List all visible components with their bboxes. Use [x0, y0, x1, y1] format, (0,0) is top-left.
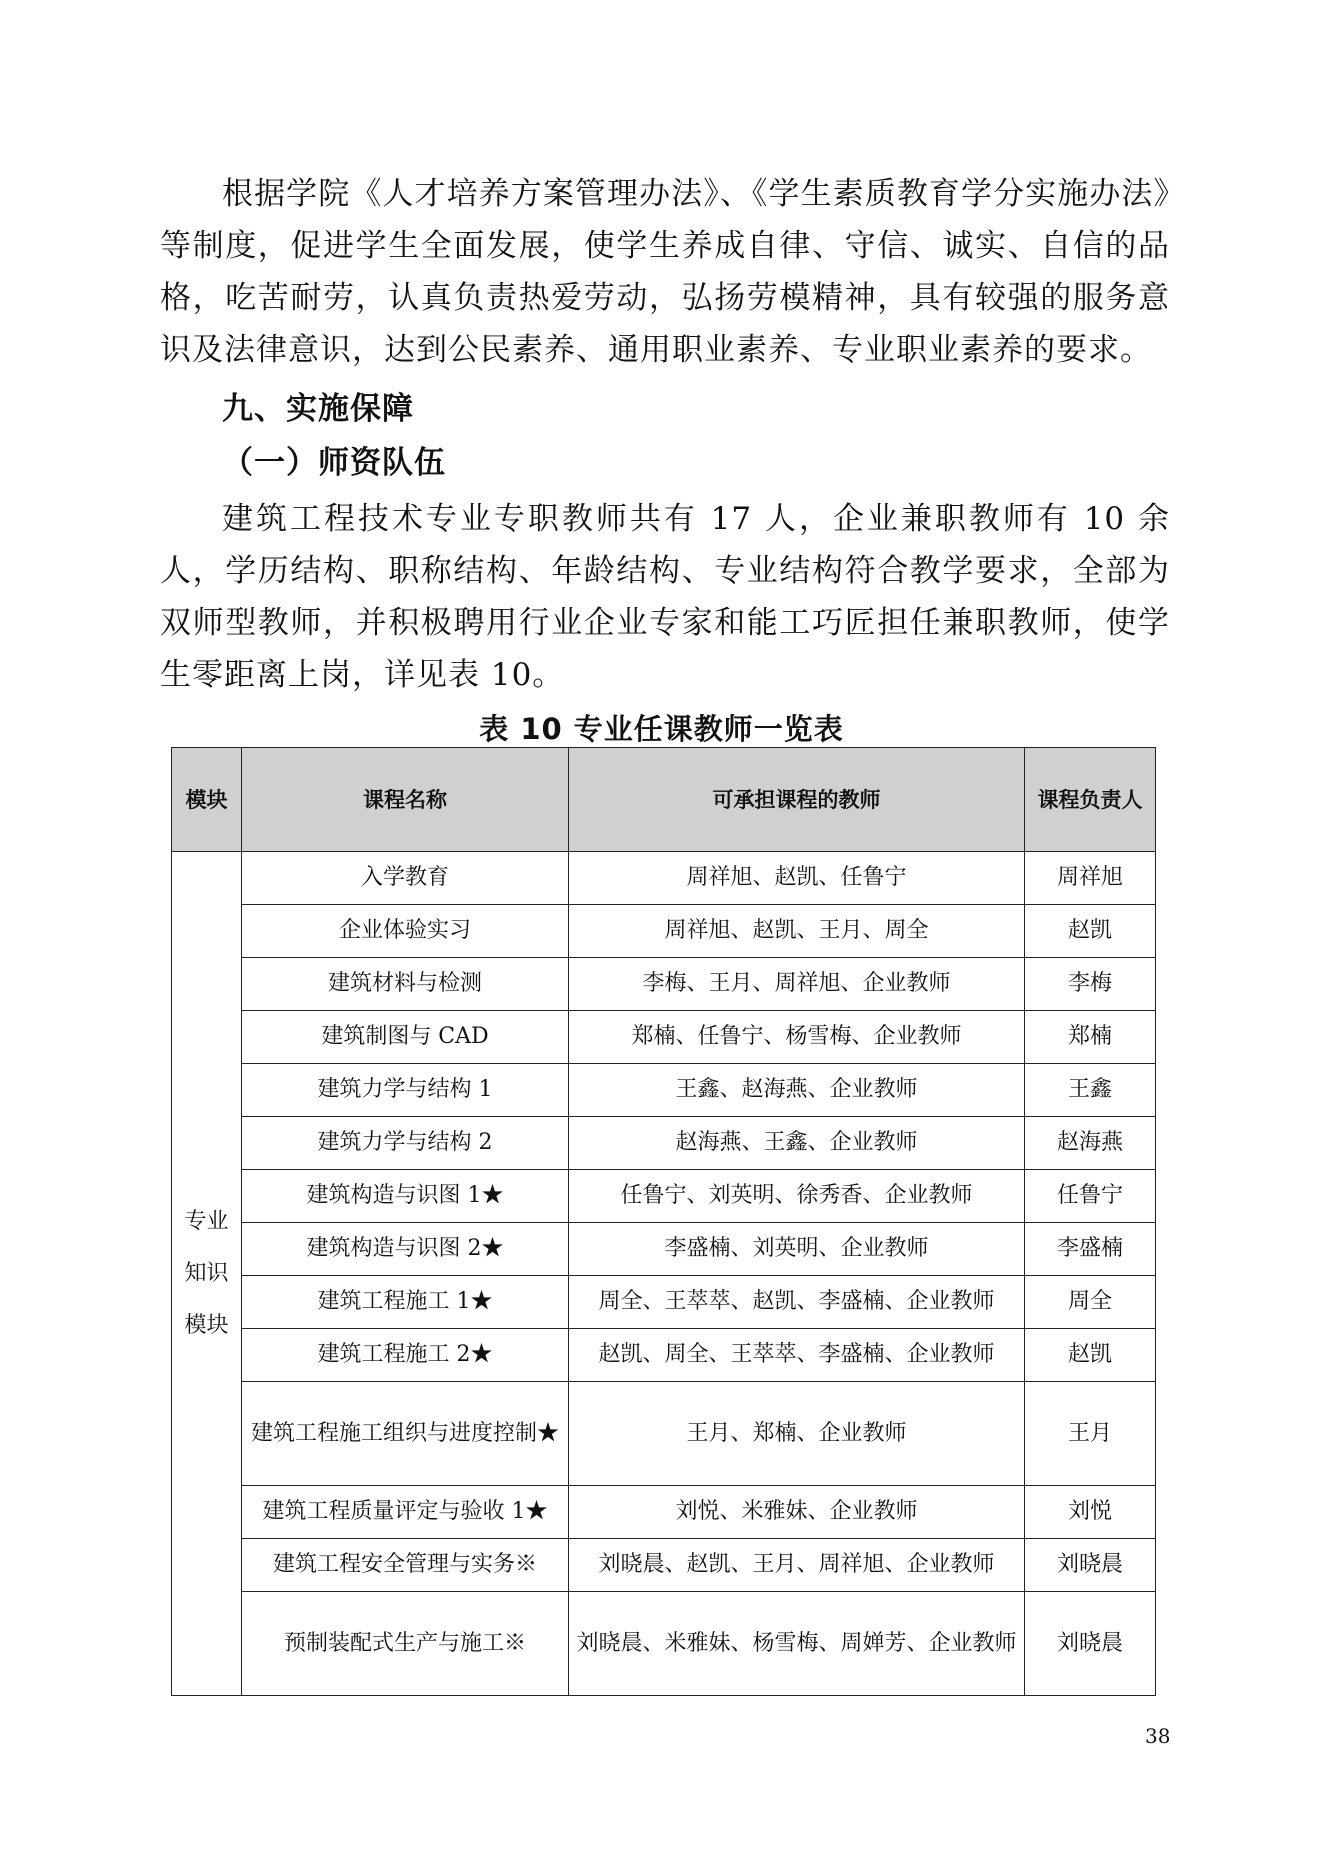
course-cell: 建筑材料与检测 [242, 958, 569, 1011]
header-teachers: 可承担课程的教师 [569, 748, 1025, 852]
course-cell: 建筑制图与 CAD [242, 1011, 569, 1064]
table-row [172, 1539, 1156, 1592]
lead-cell: 赵凯 [1025, 905, 1156, 958]
lead-cell: 周祥旭 [1025, 852, 1156, 905]
table-header-row [172, 748, 1156, 852]
lead-cell: 王月 [1025, 1382, 1156, 1486]
course-cell: 建筑力学与结构 1 [242, 1064, 569, 1117]
course-cell: 建筑构造与识图 2★ [242, 1223, 569, 1276]
teachers-cell: 王鑫、赵海燕、企业教师 [569, 1064, 1025, 1117]
table-row [172, 1011, 1156, 1064]
table-row [172, 1223, 1156, 1276]
lead-cell: 王鑫 [1025, 1064, 1156, 1117]
course-cell: 建筑工程施工 1★ [242, 1276, 569, 1329]
course-cell: 企业体验实习 [242, 905, 569, 958]
lead-cell: 任鲁宁 [1025, 1170, 1156, 1223]
table-row [172, 958, 1156, 1011]
teachers-cell: 刘晓晨、米雅妹、杨雪梅、周婵芳、企业教师 [569, 1592, 1025, 1696]
teachers-cell: 李梅、王月、周祥旭、企业教师 [569, 958, 1025, 1011]
page-number: 38 [1145, 1724, 1171, 1748]
table-row [172, 1064, 1156, 1117]
table-row [172, 1276, 1156, 1329]
course-cell: 预制装配式生产与施工※ [242, 1592, 569, 1696]
lead-cell: 赵凯 [1025, 1329, 1156, 1382]
teachers-cell: 李盛楠、刘英明、企业教师 [569, 1223, 1025, 1276]
table-row [172, 1486, 1156, 1539]
teachers-cell: 赵海燕、王鑫、企业教师 [569, 1117, 1025, 1170]
table-row [172, 905, 1156, 958]
teachers-cell: 周祥旭、赵凯、任鲁宁 [569, 852, 1025, 905]
header-course: 课程名称 [242, 748, 569, 852]
table-row [172, 1170, 1156, 1223]
teachers-cell: 刘悦、米雅妹、企业教师 [569, 1486, 1025, 1539]
intro-paragraph: 根据学院《人才培养方案管理办法》、《学生素质教育学分实施办法》等制度，促进学生全面发展，使学生养成自律、守信、诚实、自信的品格，吃苦耐劳，认真负责热爱劳动，弘扬劳模精神，具有较强的服务意识及法律意识，达到公民素养、通用职业素养、专业职业素养的要求。 [160, 176, 1170, 368]
lead-cell: 周全 [1025, 1276, 1156, 1329]
course-cell: 建筑工程施工组织与进度控制★ [242, 1382, 569, 1486]
teachers-cell: 周全、王萃萃、赵凯、李盛楠、企业教师 [569, 1276, 1025, 1329]
teachers-cell: 郑楠、任鲁宁、杨雪梅、企业教师 [569, 1011, 1025, 1064]
subsection-heading: （一）师资队伍 [222, 445, 446, 481]
lead-cell: 郑楠 [1025, 1011, 1156, 1064]
table-row [172, 1382, 1156, 1486]
lead-cell: 刘晓晨 [1025, 1539, 1156, 1592]
lead-cell: 李梅 [1025, 958, 1156, 1011]
lead-cell: 刘晓晨 [1025, 1592, 1156, 1696]
course-cell: 入学教育 [242, 852, 569, 905]
table-row [172, 1329, 1156, 1382]
lead-cell: 赵海燕 [1025, 1117, 1156, 1170]
module-cell: 专业知识模块 [172, 852, 242, 1696]
teacher-table [171, 747, 1156, 1696]
lead-cell: 刘悦 [1025, 1486, 1156, 1539]
course-cell: 建筑工程施工 2★ [242, 1329, 569, 1382]
faculty-paragraph: 建筑工程技术专业专职教师共有 17 人，企业兼职教师有 10 余人，学历结构、职称结构、年龄结构、专业结构符合教学要求，全部为双师型教师，并积极聘用行业企业专家和能工巧匠担任兼职教师，使学生零距离上岗，详见表 10。 [160, 501, 1170, 693]
course-cell: 建筑工程质量评定与验收 1★ [242, 1486, 569, 1539]
teachers-cell: 周祥旭、赵凯、王月、周全 [569, 905, 1025, 958]
course-cell: 建筑构造与识图 1★ [242, 1170, 569, 1223]
teachers-cell: 王月、郑楠、企业教师 [569, 1382, 1025, 1486]
table-row [172, 1592, 1156, 1696]
section-heading: 九、实施保障 [222, 391, 414, 427]
course-cell: 建筑工程安全管理与实务※ [242, 1539, 569, 1592]
lead-cell: 李盛楠 [1025, 1223, 1156, 1276]
table-row [172, 1117, 1156, 1170]
teachers-cell: 任鲁宁、刘英明、徐秀香、企业教师 [569, 1170, 1025, 1223]
teachers-cell: 刘晓晨、赵凯、王月、周祥旭、企业教师 [569, 1539, 1025, 1592]
course-cell: 建筑力学与结构 2 [242, 1117, 569, 1170]
header-lead: 课程负责人 [1025, 748, 1156, 852]
table-caption: 表 10 专业任课教师一览表 [479, 712, 844, 746]
teachers-cell: 赵凯、周全、王萃萃、李盛楠、企业教师 [569, 1329, 1025, 1382]
table-row [172, 852, 1156, 905]
header-module: 模块 [172, 748, 242, 852]
